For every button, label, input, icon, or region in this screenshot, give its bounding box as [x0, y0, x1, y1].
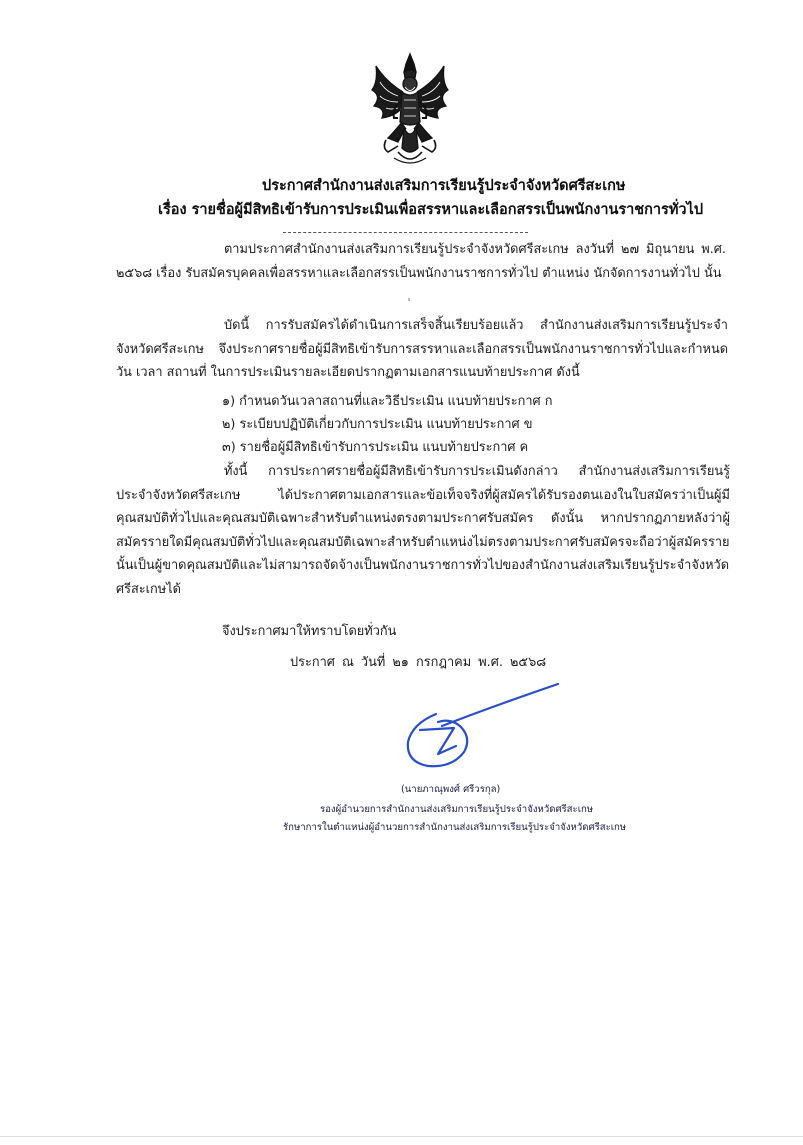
- signatory-name: (นายภาณุพงศ์ ศรีวรกุล): [401, 784, 501, 795]
- handwritten-signature: [398, 680, 563, 780]
- garuda-emblem-icon: [368, 52, 452, 168]
- list-item: ๒) ระเบียบปฏิบัติเกี่ยวกับการประเมิน แนบท้ายประกาศ ข: [222, 417, 533, 432]
- conditions-paragraph: ทั้งนี้ การประกาศรายชื่อผู้มีสิทธิเข้ารับการประเมินดังกล่าว สำนักงานส่งเสริมการเรียนรู้ประจำจังหวัดศรีสะเกษ ได้ประกาศตามเอกสารและข้อเท็จจริงที่ผู้สมัครได้รับรองตนเองในใบสมัครว่าเป็นผู้มีคุณสมบัติทั่วไปและคุณสมบัติเฉพาะสำหรับตำแหน่งตรงตามประกาศรับสมัคร ดังนั้น หากปรากฏภายหลังว่าผู้สมัครรายใดมีคุณสมบัติทั่วไปและคุณสมบัติเฉพาะสำหรับตำแหน่งไม่ตรงตามประกาศรับสมัครจะถือว่าผู้สมัครรายนั้นเป็นผู้ขาดคุณสมบัติและไม่สามารถจัดจ้างเป็นพนักงานราชการทั่วไปของสำนักงานส่งเสริมเรียนรู้ประจำจังหวัดศรีสะเกษได้: [116, 464, 730, 597]
- announcement-date: ประกาศ ณ วันที่ ๒๑ กรกฎาคม พ.ศ. ๒๕๖๘: [290, 655, 547, 670]
- announcement-subject: เรื่อง รายชื่อผู้มีสิทธิเข้ารับการประเมินเพื่อสรรหาและเลือกสรรเป็นพนักงานราชการทั่วไป: [158, 202, 704, 218]
- page-bottom-edge: [0, 1136, 803, 1137]
- announcement-title: ประกาศสำนักงานส่งเสริมการเรียนรู้ประจำจังหวัดศรีสะเกษ: [262, 178, 626, 194]
- title-divider: [283, 232, 528, 233]
- attachment-list: [222, 390, 553, 459]
- signatory-acting-title: รักษาการในตำแหน่งผู้อำนวยการสำนักงานส่งเสริมการเรียนรู้ประจำจังหวัดศรีสะเกษ: [283, 822, 627, 833]
- list-item: ๑) กำหนดวันเวลาสถานที่และวิธีประเมิน แนบท้ายประกาศ ก: [222, 394, 553, 409]
- intro-paragraph: ตามประกาศสำนักงานส่งเสริมการเรียนรู้ประจำจังหวัดศรีสะเกษ ลงวันที่ ๒๗ มิถุนายน พ.ศ. ๒๕๖๘ เรื่อง รับสมัครบุคคลเพื่อสรรหาและเลือกสรรเป็นพนักงานราชการทั่วไป ตำแหน่ง นักจัดการงานทั่วไป นั้น: [116, 242, 726, 281]
- announcement-paragraph: บัดนี้ การรับสมัครได้ดำเนินการเสร็จสิ้นเรียบร้อยแล้ว สำนักงานส่งเสริมการเรียนรู้ประจำจังหวัดศรีสะเกษ จึงประกาศรายชื่อผู้มีสิทธิเข้ารับการสรรหาและเลือกสรรเป็นพนักงานราชการทั่วไปและกำหนดวัน เวลา สถานที่ ในการประเมินรายละเอียดปรากฏตามเอกสารแนบท้ายประกาศ ดังนี้: [116, 318, 728, 380]
- closing-statement: จึงประกาศมาให้ทราบโดยทั่วกัน: [222, 624, 397, 639]
- signatory-title: รองผู้อำนวยการสำนักงานส่งเสริมการเรียนรู้ประจำจังหวัดศรีสะเกษ: [320, 804, 594, 815]
- list-item: ๓) รายชื่อผู้มีสิทธิเข้ารับการประเมิน แนบท้ายประกาศ ค: [222, 440, 529, 455]
- scan-speck: [408, 298, 410, 301]
